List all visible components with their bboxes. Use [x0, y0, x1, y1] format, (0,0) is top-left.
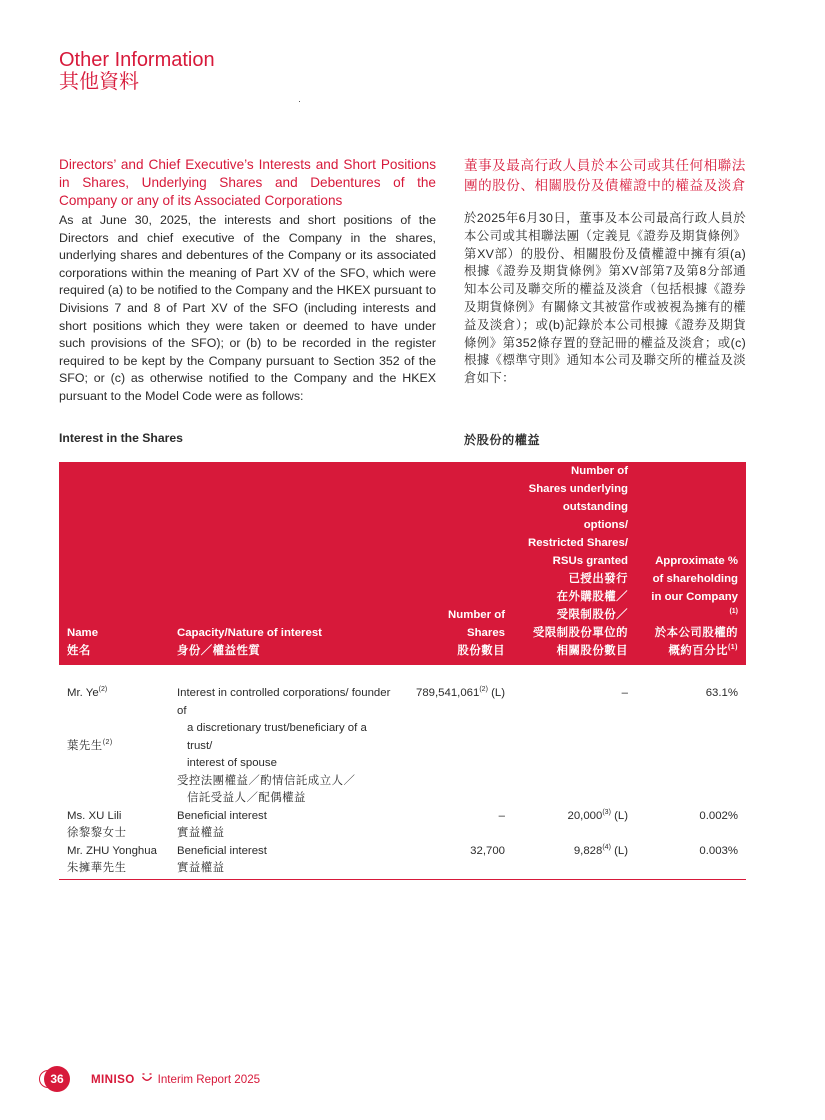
header-pct-en-1: Approximate %: [655, 555, 738, 567]
table-header-row: [59, 462, 746, 665]
header-name: [59, 462, 169, 665]
header-name-en: Name: [67, 627, 99, 639]
options-sup: (4): [602, 843, 611, 851]
header-options-zh-3: 受限制股份／: [556, 609, 628, 621]
shares-sup: (2): [479, 686, 488, 694]
page-number: 36: [50, 1072, 64, 1086]
cell-name: [59, 843, 169, 880]
header-pct: [636, 462, 746, 665]
page-title-en: Other Information: [59, 49, 215, 71]
cell-pct: 63.1%: [705, 687, 738, 699]
header-pct-en-2: of shareholding: [652, 573, 738, 585]
section-body-en: As at June 30, 2025, the interests and short positions of the Directors and chief executive of the Company in the shares, underlying shares and debentures of the Company or its associated corporations within the meaning of Part XV of the SFO, which were required (a) to be notified to the Company and the HKEX pursuant to Divisions 7 and 8 of Part XV of the SFO (including interests and short positions which they were taken or deemed to have under such provisions of the SFO); or (b) to be recorded in the register required to be kept by the Company pursuant to Section 352 of the SFO; or (c) as otherwise notified to the Company and the HKEX pursuant to the Model Code were as follows:: [59, 213, 436, 403]
cell-capacity: [169, 843, 401, 880]
cell-shares: 32,700: [401, 843, 513, 880]
header-options: [513, 462, 636, 665]
name-en-sup: (2): [98, 686, 108, 694]
options-sup: (3): [602, 808, 611, 816]
capacity-zh: 實益權益: [177, 862, 225, 874]
section-body-zh: 於2025年6月30日，董事及本公司最高行政人員於本公司或其相聯法團（定義見《證券及期貨條例》第XV部）的股份、相關股份及債權證中擁有須(a)根據《證券及期貨條例》第XV部第7及第8分部通知本公司及聯交所的權益及淡倉（包括根據《證券及期貨條例》有關條文其被當作或被視為擁有的權益及淡倉）；或(b)記錄於本公司根據《證券及期貨條例》第352條存置的登記冊的權益及淡倉；或(c)根據《標準守則》通知本公司及聯交所的權益及淡倉如下：: [464, 211, 746, 386]
page-number-badge: [44, 1066, 70, 1092]
header-shares: [401, 462, 513, 665]
header-pct-zh-2: 概約百分比: [668, 645, 728, 657]
cell-shares: [401, 665, 513, 808]
header-options-en-1: Number of: [571, 465, 628, 477]
header-pct-zh-2-line: [644, 642, 738, 660]
header-pct-zh-sup: (1): [727, 644, 738, 652]
name-zh: 朱擁華先生: [67, 862, 127, 874]
header-options-en-4: Restricted Shares/: [527, 537, 628, 549]
section-zh: [464, 156, 746, 388]
options-value: 9,828: [573, 844, 603, 857]
header-options-en-5: RSUs granted: [552, 555, 628, 567]
header-options-zh-1: 已授出發行: [568, 573, 628, 585]
capacity-en: Beneficial interest: [177, 844, 267, 857]
name-zh-sup: (2): [102, 738, 113, 746]
name-en: Mr. ZHU Yonghua: [67, 844, 157, 857]
header-name-zh: 姓名: [67, 645, 91, 657]
page-title-zh: 其他資料: [59, 71, 139, 93]
smile-logo-icon: [141, 1073, 153, 1086]
cell-pct: 0.003%: [636, 843, 746, 880]
smile-logo-svg: [141, 1073, 153, 1083]
capacity-zh-2: 信託受益人／配偶權益: [187, 792, 306, 804]
cell-name: [59, 808, 169, 843]
spacer: [67, 703, 161, 738]
header-capacity-zh: 身份／權益性質: [177, 645, 261, 657]
cell-options: [513, 808, 636, 843]
shares-value: 789,541,061: [416, 687, 480, 699]
table-row: [59, 665, 746, 808]
table-row: [59, 808, 746, 843]
subheading-en: Interest in the Shares: [59, 431, 183, 445]
decorative-dot: [299, 101, 300, 102]
capacity-en: Beneficial interest: [177, 809, 267, 822]
subheading-zh: 於股份的權益: [464, 433, 541, 447]
brand-name: MINISO: [91, 1072, 135, 1086]
header-pct-en-3: in our Company: [651, 591, 738, 603]
cell-capacity: [169, 665, 401, 808]
header-options-en-2: Shares underlying: [528, 483, 628, 495]
name-en: Ms. XU Lili: [67, 809, 122, 822]
name-zh-line: [67, 738, 161, 756]
section-title-en: Directors’ and Chief Executive’s Interests and Short Positions in Shares, Underlying Shares and Debentures of the Company or any of its Associated Corporations: [59, 157, 436, 208]
interest-table: [59, 462, 746, 880]
header-shares-zh: 股份數目: [457, 645, 505, 657]
options-suffix: (L): [610, 844, 628, 857]
name-en: Mr. Ye: [67, 687, 99, 699]
capacity-zh: 實益權益: [177, 827, 225, 839]
header-options-zh-4: 受限制股份單位的: [532, 627, 628, 639]
cell-capacity: [169, 808, 401, 843]
header-options-zh-5: 相關股份數目: [556, 645, 628, 657]
table-row: [59, 843, 746, 880]
report-title: Interim Report 2025: [157, 1072, 261, 1086]
section-title-zh: 董事及最高行政人員於本公司或其任何相聯法團的股份、相關股份及債權證中的權益及淡倉: [464, 158, 746, 193]
name-zh: 葉先生: [67, 739, 103, 752]
cell-name: [59, 665, 169, 808]
section-en: [59, 156, 436, 406]
header-options-en-3: outstanding options/: [562, 501, 628, 531]
page-footer: [44, 1067, 260, 1091]
options-suffix: (L): [610, 809, 628, 822]
cell-pct: 0.002%: [699, 809, 738, 822]
header-pct-zh-1: 於本公司股權的: [654, 627, 738, 639]
capacity-en-3: interest of spouse: [187, 757, 277, 769]
name-en-line: [67, 685, 161, 703]
header-capacity: [169, 462, 401, 665]
cell-shares: –: [498, 809, 505, 822]
cell-options: –: [621, 687, 628, 699]
header-capacity-en: Capacity/Nature of interest: [177, 627, 322, 639]
name-zh: 徐黎黎女士: [67, 827, 127, 839]
cell-options: [513, 843, 636, 880]
capacity-en-2: a discretionary trust/beneficiary of a trust/: [187, 722, 367, 752]
shares-suffix: (L): [487, 687, 505, 699]
header-pct-en-3-line: [644, 588, 738, 624]
header-pct-sup: (1): [729, 608, 738, 616]
options-value: 20,000: [567, 809, 603, 822]
header-options-zh-2: 在外購股權／: [556, 591, 628, 603]
capacity-en-1: Interest in controlled corporations/ founder of: [177, 687, 391, 717]
header-shares-en: Number of Shares: [448, 609, 505, 639]
capacity-zh-1: 受控法團權益／酌情信託成立人／: [177, 774, 356, 787]
